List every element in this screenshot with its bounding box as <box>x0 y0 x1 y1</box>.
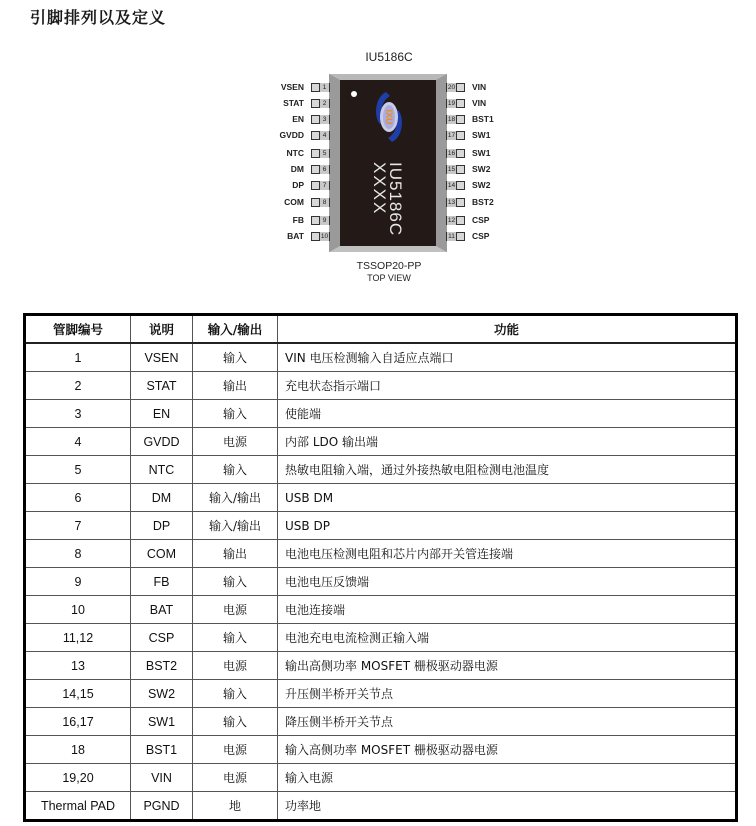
cell-io: 输入/输出 <box>193 512 278 540</box>
pin-number: 11 <box>446 232 457 241</box>
pin-label-bst1: BST1 <box>472 114 494 124</box>
pin-label-fb: FB <box>292 215 304 225</box>
pin-number: 1 <box>319 83 330 92</box>
pin-label-sw1: SW1 <box>472 130 491 140</box>
pin-label-sw2: SW2 <box>472 164 491 174</box>
cell-function: 电池充电电流检测正输入端 <box>278 624 737 652</box>
cell-name: NTC <box>131 456 193 484</box>
cell-pin: 10 <box>25 596 131 624</box>
cell-name: DP <box>131 512 193 540</box>
pin-box-7 <box>311 181 330 190</box>
cell-io: 电源 <box>193 596 278 624</box>
cell-io: 输出 <box>193 540 278 568</box>
pin-number: 17 <box>447 132 456 139</box>
cell-name: SW2 <box>131 680 193 708</box>
pin-label-csp: CSP <box>472 215 490 225</box>
cell-io: 输入 <box>193 400 278 428</box>
pin-box-20 <box>446 83 465 92</box>
pin-number: 8 <box>319 198 330 207</box>
cell-pin: 5 <box>25 456 131 484</box>
table-row <box>25 343 737 372</box>
table-row <box>25 400 737 428</box>
pin-number: 7 <box>319 181 330 190</box>
cell-pin: 18 <box>25 736 131 764</box>
package-view <box>0 273 756 283</box>
pin-label-ntc: NTC <box>286 148 304 158</box>
cell-io: 电源 <box>193 428 278 456</box>
cell-pin: 1 <box>25 343 131 372</box>
cell-function: 充电状态指示端口 <box>278 372 737 400</box>
cell-name: VSEN <box>131 343 193 372</box>
cell-pin: 19,20 <box>25 764 131 792</box>
cell-pin: 4 <box>25 428 131 456</box>
table-row <box>25 568 737 596</box>
table-row <box>25 680 737 708</box>
package-name <box>0 261 756 272</box>
table-row <box>25 764 737 792</box>
svg-text:IXU: IXU <box>384 109 394 125</box>
package-name-text: TSSOP20-PP <box>356 260 422 272</box>
pin-box-2 <box>311 99 330 108</box>
pin-number: 20 <box>447 84 456 91</box>
pin-number: 3 <box>319 115 330 124</box>
table-row <box>25 624 737 652</box>
chip-name-text: IU5186C <box>365 50 413 64</box>
cell-pin: 6 <box>25 484 131 512</box>
chip-name <box>0 50 756 64</box>
pin-number: 14 <box>447 182 456 189</box>
pin-label-sw1: SW1 <box>472 148 491 158</box>
pin-box-5 <box>311 149 330 158</box>
cell-function: VIN 电压检测输入自适应点端口 <box>278 343 737 372</box>
pin-label-dp: DP <box>292 180 304 190</box>
cell-function: 输出高侧功率 MOSFET 栅极驱动器电源 <box>278 652 737 680</box>
cell-function: 输入高侧功率 MOSFET 栅极驱动器电源 <box>278 736 737 764</box>
cell-function: 降压侧半桥开关节点 <box>278 708 737 736</box>
cell-pin: 2 <box>25 372 131 400</box>
pin-label-bat: BAT <box>287 231 304 241</box>
cell-function: USB DP <box>278 512 737 540</box>
pin-box-1 <box>311 83 330 92</box>
cell-function: 电池电压反馈端 <box>278 568 737 596</box>
cell-function: 输入电源 <box>278 764 737 792</box>
pin-number: 18 <box>447 116 456 123</box>
table-row <box>25 540 737 568</box>
table-row <box>25 792 737 821</box>
cell-function: 热敏电阻输入端，通过外接热敏电阻检测电池温度 <box>278 456 737 484</box>
pin-box-3 <box>311 115 330 124</box>
pin-label-sw2: SW2 <box>472 180 491 190</box>
cell-name: CSP <box>131 624 193 652</box>
header-pin-number: 管脚编号 <box>25 315 131 344</box>
section-title: 引脚排列以及定义 <box>30 8 167 27</box>
cell-name: STAT <box>131 372 193 400</box>
table-row <box>25 512 737 540</box>
pin-box-18 <box>446 115 465 124</box>
pin-box-8 <box>311 198 330 207</box>
table-row <box>25 456 737 484</box>
cell-name: VIN <box>131 764 193 792</box>
cell-io: 输出 <box>193 372 278 400</box>
cell-io: 输入 <box>193 680 278 708</box>
cell-io: 电源 <box>193 736 278 764</box>
pin-label-csp: CSP <box>472 231 490 241</box>
header-function: 功能 <box>278 315 737 344</box>
cell-name: DM <box>131 484 193 512</box>
cell-name: BAT <box>131 596 193 624</box>
cell-name: BST1 <box>131 736 193 764</box>
cell-name: BST2 <box>131 652 193 680</box>
cell-io: 电源 <box>193 764 278 792</box>
pin-box-11 <box>446 232 465 241</box>
table-row <box>25 372 737 400</box>
cell-function: USB DM <box>278 484 737 512</box>
pin-definition-table <box>23 313 738 822</box>
pin-label-vin: VIN <box>472 82 487 92</box>
pin-number: 10 <box>320 233 329 240</box>
pin-number: 2 <box>319 99 330 108</box>
cell-pin: 8 <box>25 540 131 568</box>
cell-function: 升压侧半桥开关节点 <box>278 680 737 708</box>
pin-label-gvdd: GVDD <box>279 130 304 140</box>
cell-pin: 14,15 <box>25 680 131 708</box>
table-row <box>25 708 737 736</box>
cell-name: EN <box>131 400 193 428</box>
pin-number: 6 <box>319 165 330 174</box>
pin-box-17 <box>446 131 465 140</box>
pin-number: 12 <box>447 217 456 224</box>
cell-function: 功率地 <box>278 792 737 821</box>
pin1-marker-icon <box>351 91 357 97</box>
pin-box-6 <box>311 165 330 174</box>
chip-bevel-bottom <box>329 246 447 252</box>
cell-io: 输入 <box>193 624 278 652</box>
cell-io: 地 <box>193 792 278 821</box>
chip-marking-part: IU5186C <box>386 162 405 237</box>
pin-box-13 <box>446 198 465 207</box>
pin-label-dm: DM <box>290 164 304 174</box>
table-row <box>25 652 737 680</box>
cell-function: 使能端 <box>278 400 737 428</box>
cell-function: 内部 LDO 输出端 <box>278 428 737 456</box>
cell-name: PGND <box>131 792 193 821</box>
cell-io: 输入/输出 <box>193 484 278 512</box>
cell-name: FB <box>131 568 193 596</box>
pin-number: 9 <box>319 216 330 225</box>
pin-number: 5 <box>319 149 330 158</box>
package-view-text: TOP VIEW <box>367 273 411 283</box>
pin-number: 4 <box>319 131 330 140</box>
table-row <box>25 736 737 764</box>
pin-label-stat: STAT <box>283 98 304 108</box>
pin-label-bst2: BST2 <box>472 197 494 207</box>
cell-function: 电池连接端 <box>278 596 737 624</box>
table-row <box>25 484 737 512</box>
pin-box-12 <box>446 216 465 225</box>
pin-box-4 <box>311 131 330 140</box>
cell-pin: 7 <box>25 512 131 540</box>
pin-number: 13 <box>447 199 456 206</box>
cell-pin: 11,12 <box>25 624 131 652</box>
pin-box-10 <box>311 232 330 241</box>
chip-marking-lot: XXXX <box>370 162 389 216</box>
pin-label-vsen: VSEN <box>280 82 304 92</box>
pin-number: 19 <box>447 100 456 107</box>
pin-box-15 <box>446 165 465 174</box>
pin-box-9 <box>311 216 330 225</box>
cell-io: 输入 <box>193 456 278 484</box>
pin-number: 15 <box>447 166 456 173</box>
cell-io: 输入 <box>193 343 278 372</box>
cell-pin: 9 <box>25 568 131 596</box>
table-header-row <box>25 315 737 344</box>
pin-label-vin: VIN <box>472 98 487 108</box>
company-logo-icon <box>372 90 406 144</box>
header-description: 说明 <box>131 315 193 344</box>
chip-marking <box>361 162 421 242</box>
pin-box-16 <box>446 149 465 158</box>
pin-box-19 <box>446 99 465 108</box>
pin-label-en: EN <box>292 114 304 124</box>
cell-io: 输入 <box>193 568 278 596</box>
table-row <box>25 428 737 456</box>
cell-function: 电池电压检测电阻和芯片内部开关管连接端 <box>278 540 737 568</box>
cell-pin: 16,17 <box>25 708 131 736</box>
cell-pin: 3 <box>25 400 131 428</box>
cell-io: 电源 <box>193 652 278 680</box>
pin-number: 16 <box>447 150 456 157</box>
cell-pin: Thermal PAD <box>25 792 131 821</box>
pin-label-com: COM <box>284 197 304 207</box>
cell-name: COM <box>131 540 193 568</box>
header-io: 输入/输出 <box>193 315 278 344</box>
chip-package <box>329 74 447 252</box>
pin-box-14 <box>446 181 465 190</box>
chip-top-surface <box>340 80 436 246</box>
cell-pin: 13 <box>25 652 131 680</box>
table-row <box>25 596 737 624</box>
cell-name: SW1 <box>131 708 193 736</box>
cell-name: GVDD <box>131 428 193 456</box>
cell-io: 输入 <box>193 708 278 736</box>
